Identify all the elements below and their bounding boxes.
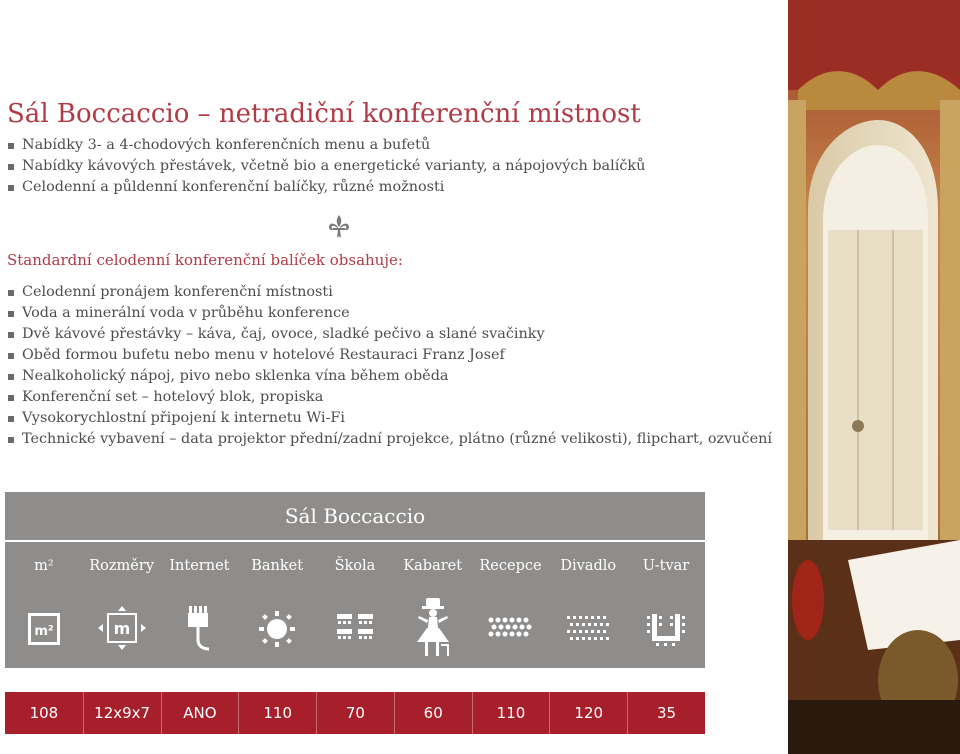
school-layout-icon <box>335 612 375 646</box>
value-internet: ANO <box>161 692 239 734</box>
page-title: Sál Boccaccio – netradiční konferenční místnost <box>7 99 641 130</box>
col-label-cabaret: Kabaret <box>403 558 463 574</box>
table-heading: Sál Boccaccio <box>5 492 705 542</box>
table-icon-row <box>5 590 705 668</box>
col-label-internet: Internet <box>169 558 230 574</box>
offer-list <box>7 135 645 198</box>
list-item: Nabídky 3- a 4-chodových konferenčních menu a bufetů <box>7 135 645 156</box>
col-label-reception: Recepce <box>479 558 542 574</box>
list-item: Celodenní pronájem konferenční místnosti <box>7 282 772 303</box>
fleur-de-lis-icon <box>327 214 351 240</box>
network-cable-icon <box>185 606 213 652</box>
value-cabaret: 60 <box>394 692 472 734</box>
col-label-school: Škola <box>334 558 376 574</box>
value-m2: 108 <box>29 704 59 722</box>
package-heading: Standardní celodenní konferenční balíček obsahuje: <box>7 251 403 269</box>
value-banquet: 110 <box>238 692 316 734</box>
dimensions-icon <box>96 606 148 652</box>
list-item: Dvě kávové přestávky – káva, čaj, ovoce, sladké pečivo a slané svačinky <box>7 324 772 345</box>
value-dimensions: 12x9x7 <box>83 692 161 734</box>
table-row <box>5 692 705 734</box>
dimensions-icon-text: m <box>113 619 130 638</box>
list-item: Konferenční set – hotelový blok, propiska <box>7 387 772 408</box>
value-u-shape: 35 <box>627 692 705 734</box>
list-item: Technické vybavení – data projektor přední/zadní projekce, plátno (různé velikosti), flipchart, ozvučení <box>7 429 772 450</box>
value-theatre: 120 <box>549 692 627 734</box>
hall-photo <box>788 0 960 754</box>
list-item: Oběd formou bufetu nebo menu v hotelové Restauraci Franz Josef <box>7 345 772 366</box>
value-school: 70 <box>316 692 394 734</box>
list-item: Nealkoholický nápoj, pivo nebo sklenka vína během oběda <box>7 366 772 387</box>
list-item: Celodenní a půldenní konferenční balíčky, různé možnosti <box>7 177 645 198</box>
area-m2-icon <box>28 613 60 645</box>
cabaret-dancer-icon <box>411 598 455 660</box>
theatre-seating-icon <box>565 615 611 643</box>
list-item: Voda a minerální voda v průběhu konference <box>7 303 772 324</box>
list-item: Nabídky kávových přestávek, včetně bio a energetické varianty, a nápojových balíčků <box>7 156 645 177</box>
list-item: Vysokorychlostní připojení k internetu Wi-Fi <box>7 408 772 429</box>
table-header-row <box>5 542 705 590</box>
area-icon-text: m² <box>34 624 54 639</box>
u-shape-layout-icon <box>646 610 686 648</box>
col-label-m2: m² <box>34 558 54 574</box>
col-label-theatre: Divadlo <box>560 558 617 574</box>
room-capacity-table <box>5 492 705 734</box>
package-list <box>7 282 772 450</box>
col-label-dimensions: Rozměry <box>89 558 155 574</box>
col-label-banquet: Banket <box>251 558 304 574</box>
reception-standing-icon <box>487 616 533 642</box>
col-label-u-shape: U-tvar <box>642 558 690 574</box>
value-reception: 110 <box>472 692 550 734</box>
table-spacer <box>5 668 705 692</box>
banquet-round-table-icon <box>257 609 297 649</box>
